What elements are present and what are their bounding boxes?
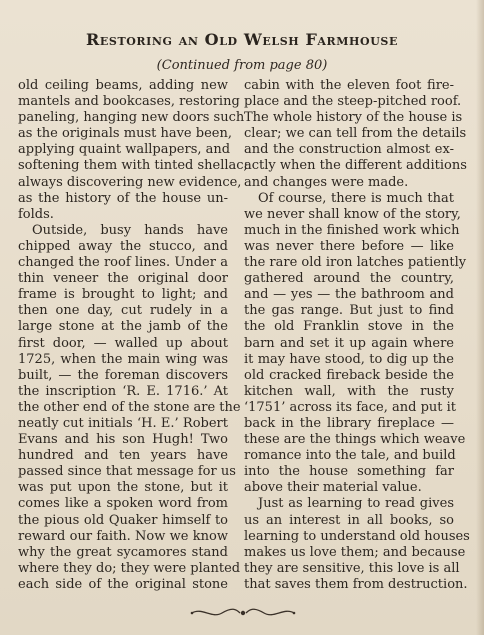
- text-line: folds.: [18, 206, 54, 222]
- text-line: old cracked fireback beside the: [244, 367, 454, 383]
- text-line: where they do; they were planted: [18, 560, 241, 576]
- text-line: paneling, hanging new doors such: [18, 110, 245, 126]
- text-line: into the house something far: [244, 464, 454, 480]
- text-line: large stone at the jamb of the: [18, 319, 228, 335]
- text-line: place and the steep-pitched roof.: [244, 94, 462, 110]
- text-line: the other end of the stone are the: [18, 399, 241, 415]
- text-line: mantels and bookcases, restoring: [18, 94, 240, 110]
- text-line: neatly cut initials ‘H. E.’ Robert: [18, 415, 228, 431]
- text-line: cabin with the eleven foot fire-: [244, 78, 454, 93]
- text-line: the gas range. But just to find: [244, 303, 454, 319]
- text-line: was put upon the stone, but it: [18, 480, 228, 496]
- text-line: as the history of the house un-: [18, 190, 228, 206]
- text-line: that saves them from destruction.: [244, 576, 468, 592]
- text-line: above their material value.: [244, 480, 422, 496]
- text-line: clear; we can tell from the details: [244, 126, 467, 142]
- text-line: was never there before — like: [244, 238, 454, 254]
- text-line: they are sensitive, this love is all: [244, 560, 460, 576]
- text-line: comes like a spoken word from: [18, 496, 228, 512]
- paragraph-start-line: Outside, busy hands have: [32, 222, 228, 238]
- text-line: the pious old Quaker himself to: [18, 512, 228, 528]
- text-line: 1725, when the main wing was: [18, 351, 228, 367]
- text-line: as the originals must have been,: [18, 126, 232, 142]
- continued-note: (Continued from page 80): [156, 58, 328, 73]
- text-line: Evans and his son Hugh! Two: [18, 432, 228, 448]
- text-line: why the great sycamores stand: [18, 544, 228, 560]
- text-line: back in the library fireplace —: [244, 415, 454, 431]
- text-line: makes us love them; and because: [244, 544, 466, 560]
- text-line: chipped away the stucco, and: [18, 238, 228, 254]
- text-line: actly when the different additions: [244, 158, 467, 174]
- text-line: old ceiling beams, adding new: [18, 78, 228, 93]
- text-line: and — yes — the bathroom and: [244, 287, 454, 303]
- text-line: frame is brought to light; and: [18, 287, 228, 303]
- text-line: us an interest in all books, so: [244, 512, 454, 528]
- text-line: and the construction almost ex-: [244, 142, 454, 158]
- text-line: built, — the foreman discovers: [18, 367, 228, 383]
- right-column: [244, 78, 470, 593]
- text-line: it may have stood, to dig up the: [244, 351, 454, 367]
- text-line: each side of the original stone: [18, 576, 228, 592]
- text-line: much in the finished work which: [244, 222, 460, 238]
- text-line: applying quaint wallpapers, and: [18, 142, 231, 158]
- article-title: Restoring an Old Welsh Farmhouse: [86, 30, 398, 49]
- text-line: and changes were made.: [244, 174, 409, 190]
- end-of-article-flourish-icon: [188, 606, 298, 620]
- text-line: kitchen wall, with the rusty: [244, 383, 454, 399]
- text-line: first door, — walled up about: [18, 335, 228, 351]
- text-line: thin veneer the original door: [18, 271, 228, 287]
- text-line: we never shall know of the story,: [244, 206, 461, 222]
- text-line: gathered around the country,: [244, 271, 454, 287]
- text-line: always discovering new evidence,: [18, 174, 242, 190]
- text-line: the rare old iron latches patiently: [244, 255, 467, 271]
- text-line: ‘1751’ across its face, and put it: [244, 399, 457, 415]
- paragraph-start-line: Of course, there is much that: [258, 190, 454, 206]
- text-line: changed the roof lines. Under a: [18, 255, 228, 271]
- text-line: hundred and ten years have: [18, 448, 228, 464]
- text-line: learning to understand old houses: [244, 528, 470, 544]
- text-line: these are the things which weave: [244, 432, 466, 448]
- text-line: The whole history of the house is: [244, 110, 463, 126]
- paragraph-start-line: Just as learning to read gives: [258, 496, 454, 512]
- text-line: passed since that message for us: [18, 464, 236, 480]
- left-column: [18, 78, 248, 593]
- text-line: then one day, cut rudely in a: [18, 303, 228, 319]
- text-line: the inscription ‘R. E. 1716.’ At: [18, 383, 228, 399]
- text-line: barn and set it up again where: [244, 335, 454, 351]
- text-line: the old Franklin stove in the: [244, 319, 454, 335]
- text-line: softening them with tinted shellac;: [18, 158, 248, 174]
- text-line: romance into the tale, and build: [244, 448, 456, 464]
- text-line: reward our faith. Now we know: [18, 528, 228, 544]
- page-edge-shadow: [476, 0, 484, 635]
